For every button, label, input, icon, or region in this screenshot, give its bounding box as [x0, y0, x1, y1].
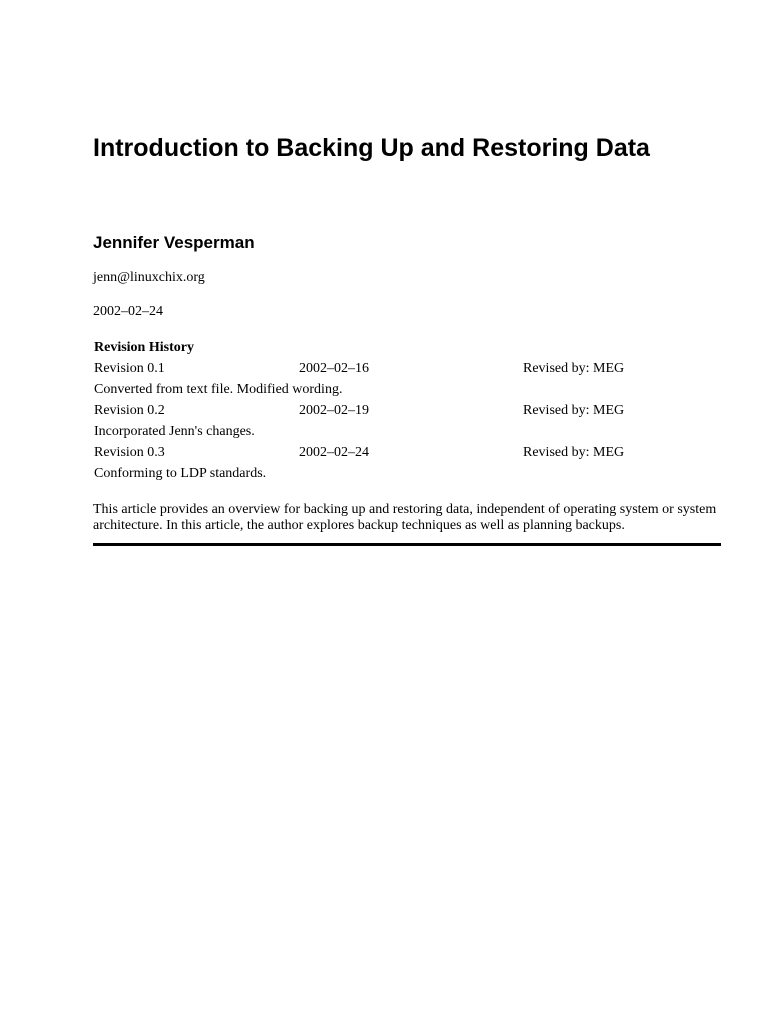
document-title: Introduction to Backing Up and Restoring Data: [93, 134, 650, 162]
abstract: This article provides an overview for backing up and restoring data, independent of operating system or system architecture. In this article, the author explores backup techniques as well as planning backups.: [93, 502, 717, 533]
revision-date: 2002–02–24: [299, 445, 369, 460]
revision-remark: Incorporated Jenn's changes.: [94, 424, 255, 439]
revision-date: 2002–02–16: [299, 361, 369, 376]
publication-date: 2002–02–24: [93, 304, 163, 319]
revision-history: [94, 339, 734, 486]
horizontal-rule: [93, 543, 721, 546]
revision-remark: Conforming to LDP standards.: [94, 466, 267, 481]
revision-row: [94, 402, 734, 423]
revision-author: Revised by: MEG: [523, 403, 625, 418]
revision-number: Revision 0.2: [94, 403, 165, 418]
revision-number: Revision 0.1: [94, 361, 165, 376]
revision-author: Revised by: MEG: [523, 445, 625, 460]
revision-history-heading: Revision History: [94, 340, 194, 355]
revision-number: Revision 0.3: [94, 445, 165, 460]
author-email: jenn@linuxchix.org: [93, 270, 205, 285]
revision-author: Revised by: MEG: [523, 361, 625, 376]
revision-date: 2002–02–19: [299, 403, 369, 418]
author-name: Jennifer Vesperman: [93, 233, 255, 252]
revision-row: [94, 444, 734, 465]
revision-row: [94, 360, 734, 381]
revision-remark: Converted from text file. Modified wording.: [94, 382, 343, 397]
